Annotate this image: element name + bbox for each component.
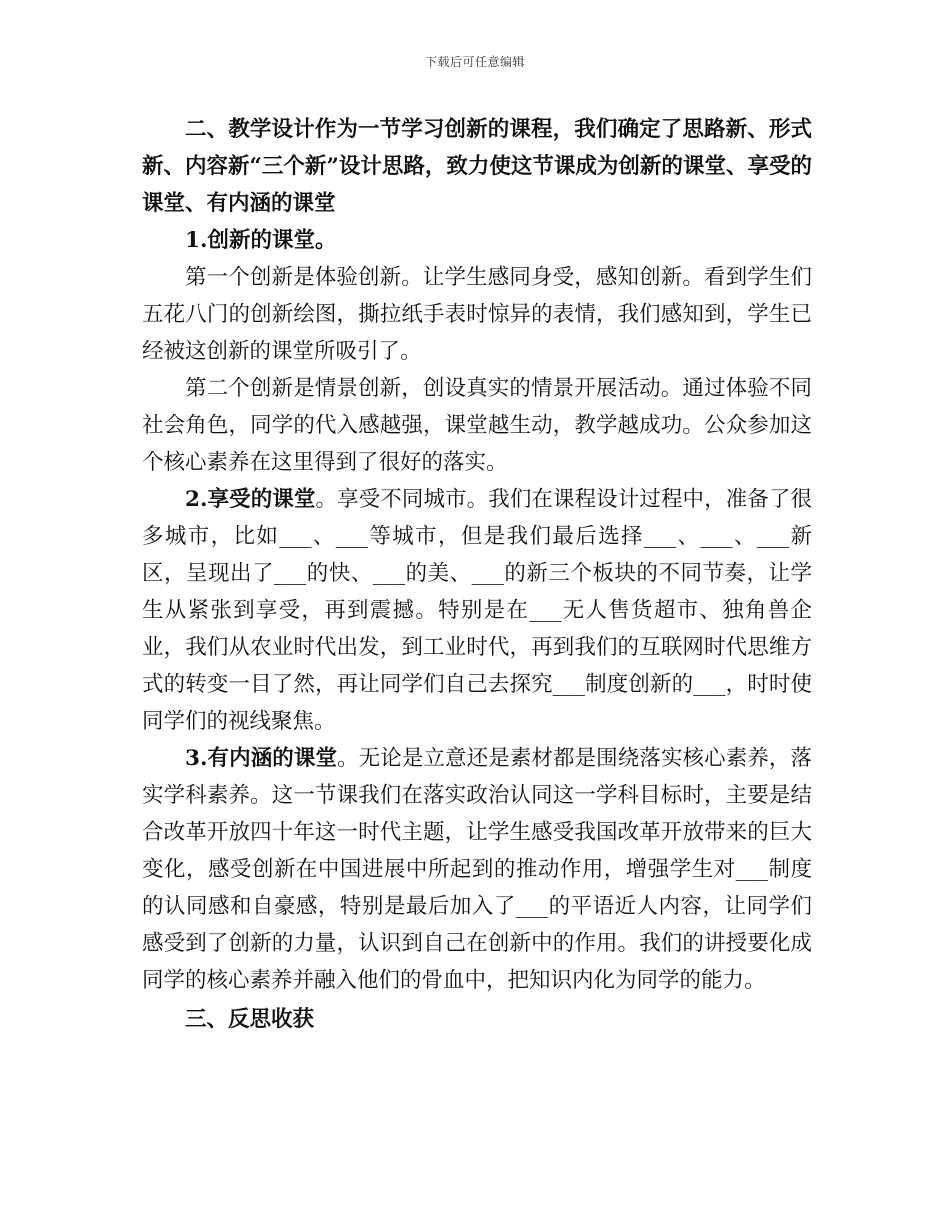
- text-enjoyable-classroom: 。享受不同城市。我们在课程设计过程中，准备了很多城市，比如___、___等城市，但是我们最后选择___、___、___新区，呈现出了___的快、___的美、___的新三个板块的不同节奏，让学生从紧张到享受，再到震撼。特别是在___无人售货超市、独角兽企业，我们从农业时代出发，到工业时代，再到我们的互联网时代思维方式的转变一目了然，再让同学们自己去探究___制度创新的___，时时使同学们的视线聚焦。: [142, 487, 812, 734]
- paragraph-experience-innovation: 第一个创新是体验创新。让学生感同身受，感知创新。看到学生们五花八门的创新绘图，撕拉纸手表时惊异的表情，我们感知到，学生已经被这创新的课堂所吸引了。: [142, 265, 812, 364]
- paragraph-meaningful-classroom: [142, 740, 812, 999]
- paragraph-scenario-innovation: 第二个创新是情景创新，创设真实的情景开展活动。通过体验不同社会角色，同学的代入感越强，课堂越生动，教学越成功。公众参加这个核心素养在这里得到了很好的落实。: [142, 376, 812, 475]
- label-enjoyable-classroom: 2.享受的课堂: [185, 487, 316, 512]
- paragraph-enjoyable-classroom: [142, 481, 812, 740]
- section-heading-2: 二、教学设计作为一节学习创新的课程，我们确定了思路新、形式新、内容新“三个新”设计思路，致力使这节课成为创新的课堂、享受的课堂、有内涵的课堂: [142, 117, 812, 216]
- document-body: [142, 111, 812, 1038]
- subheading-innovative-classroom: 1.创新的课堂。: [185, 228, 337, 253]
- page-header: 下载后可任意编辑: [424, 55, 525, 69]
- label-meaningful-classroom: 3.有内涵的课堂: [185, 746, 338, 771]
- section-heading-3: 三、反思收获: [185, 1007, 315, 1032]
- text-meaningful-classroom: 。无论是立意还是素材都是围绕落实核心素养，落实学科素养。这一节课我们在落实政治认同这一学科目标时，主要是结合改革开放四十年这一时代主题，让学生感受我国改革开放带来的巨大变化，感受创新在中国进展中所起到的推动作用，增强学生对___制度的认同感和自豪感，特别是最后加入了___的平语近人内容，让同学们感受到了创新的力量，认识到自己在创新中的作用。我们的讲授要化成同学的核心素养并融入他们的骨血中，把知识内化为同学的能力。: [142, 746, 812, 993]
